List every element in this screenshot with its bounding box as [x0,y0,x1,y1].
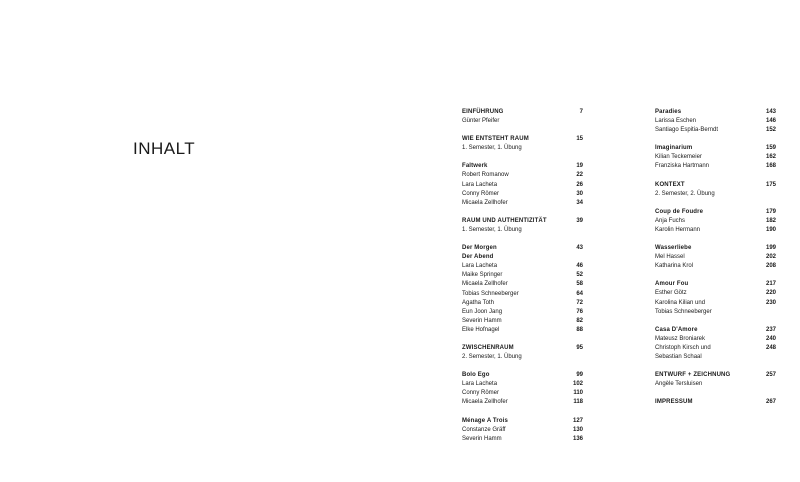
toc-entry-page: 230 [765,299,776,306]
toc-entry-row [462,426,583,435]
toc-entry-label: Conny Römer [462,390,500,397]
toc-heading-row [462,162,583,171]
toc-entry-label: Micaela Zellhofer [462,199,508,206]
toc-entry-row [655,262,776,271]
toc-heading-row [462,417,583,426]
toc-entry-row [462,380,583,389]
toc-heading-page: 199 [765,245,776,252]
toc-entry-page: 26 [576,181,583,188]
toc-entry-label: Anja Fuchs [655,217,686,224]
toc-heading-page: 237 [765,326,776,333]
toc-entry-page: 248 [765,344,776,351]
toc-entry-row [462,199,583,208]
toc-entry-page: 162 [765,154,776,161]
toc-entry-row [655,190,776,199]
toc-heading-label: Der Morgen [462,245,497,252]
page-title: INHALT [133,139,196,158]
toc-entry-row [655,335,776,344]
toc-entry-row [462,389,583,398]
toc-entry-row [462,253,583,262]
toc-section [462,162,583,207]
toc-section [462,344,583,362]
toc-heading-row [655,108,776,117]
toc-entry-page: 110 [573,390,583,397]
toc-entry-row [655,289,776,298]
toc-heading-row [462,108,583,117]
toc-heading-page: 143 [765,109,776,115]
toc-heading-label: Bolo Ego [462,372,490,379]
toc-entry-row [462,226,583,235]
toc-entry-row [462,299,583,308]
toc-entry-label: Kilian Teckemeier [655,154,702,161]
toc-heading-page: 127 [572,417,583,424]
toc-heading-row [655,208,776,217]
toc-section [655,326,776,362]
toc-entry-page: 58 [576,281,583,288]
toc-entry-label: Lara Lacheta [462,381,498,388]
toc-entry-page: 152 [765,127,776,134]
toc-entry-row [462,181,583,190]
toc-heading-page: 39 [576,217,583,224]
toc-entry-label: 1. Semester, 1. Übung [462,226,522,233]
toc-heading-row [462,244,583,253]
toc-entry-row [462,271,583,280]
toc-column-left [462,108,583,453]
toc-entry-row [462,171,583,180]
toc-section [655,208,776,235]
toc-entry-row [655,344,776,353]
toc-entry-label: Maike Springer [462,272,503,279]
toc-heading-row [655,280,776,289]
toc-section [655,181,776,199]
toc-heading-label: ENTWURF + ZEICHNUNG [655,372,731,379]
toc-entry-label: Robert Romanow [462,172,509,179]
toc-heading-page: 95 [576,344,583,351]
toc-entry-page: 34 [576,199,583,206]
toc-entry-label: Micaela Zellhofer [462,399,508,406]
toc-entry-label: Eun Joon Jang [462,308,503,315]
toc-entry-label: Mateusz Broniarek [655,335,706,342]
toc-heading-row [462,344,583,353]
toc-heading-label: Paradies [655,109,682,115]
toc-heading-row [655,244,776,253]
toc-entry-row [462,262,583,271]
toc-entry-label: Tobias Schneeberger [655,308,712,315]
toc-heading-row [462,217,583,226]
toc-entry-page: 220 [765,290,776,297]
toc-heading-label: Casa D'Amore [655,326,698,333]
toc-entry-page: 190 [765,226,776,233]
toc-section [462,371,583,407]
toc-heading-page: 175 [765,181,776,188]
toc-section [655,244,776,271]
toc-entry-page: 76 [576,308,583,315]
toc-entry-label: 2. Semester, 2. Übung [655,190,715,197]
toc-entry-page: 168 [765,163,776,170]
toc-entry-label: Mel Hassel [655,254,685,261]
toc-column-right [655,108,776,416]
toc-section [655,371,776,389]
toc-heading-label: WIE ENTSTEHT RAUM [462,136,529,143]
toc-entry-label: Lara Lacheta [462,181,498,188]
toc-heading-label: Wasserliebe [655,245,692,252]
toc-entry-row [462,117,583,126]
toc-section [462,108,583,126]
toc-heading-page: 15 [576,136,583,143]
toc-entry-page: 52 [576,272,583,279]
toc-section [462,244,583,335]
toc-heading-page: 19 [576,163,583,170]
toc-entry-page: 240 [765,335,776,342]
toc-entry-label: 1. Semester, 1. Übung [462,145,522,152]
toc-entry-row [462,190,583,199]
toc-heading-label: Imaginarium [655,145,693,152]
toc-section [462,217,583,235]
toc-heading-row [655,181,776,190]
toc-entry-label: Severin Hamm [462,317,502,324]
toc-entry-row [655,217,776,226]
toc-heading-label: KONTEXT [655,181,685,188]
toc-entry-label: Agatha Toth [462,299,494,306]
toc-section [655,108,776,135]
toc-entry-page: 46 [576,263,583,270]
toc-heading-row [462,371,583,380]
toc-entry-label: Karolin Hermann [655,226,701,233]
toc-entry-page: 182 [765,217,776,224]
toc-heading-page: 159 [765,145,776,152]
toc-entry-label: Der Abend [462,254,494,261]
toc-entry-page: 118 [573,399,583,406]
toc-entry-label: Micaela Zellhofer [462,281,508,288]
toc-heading-page: 43 [576,245,583,252]
toc-entry-row [655,226,776,235]
toc-heading-row [655,144,776,153]
toc-entry-page: 102 [572,381,583,388]
toc-entry-page: 146 [765,118,776,125]
toc-heading-label: Amour Fou [655,281,689,288]
toc-entry-page: 64 [576,290,583,297]
toc-entry-label: Katharina Krol [655,263,694,270]
toc-entry-label: Lara Lacheta [462,263,498,270]
toc-heading-label: Coup de Foudre [655,208,704,215]
toc-entry-row [655,153,776,162]
toc-entry-label: Günter Pfeifer [462,118,500,125]
toc-entry-label: Franziska Hartmann [655,163,710,170]
toc-entry-label: Esther Götz [655,290,687,297]
toc-entry-row [462,308,583,317]
toc-entry-row [655,353,776,362]
toc-entry-page: 88 [576,326,583,333]
toc-entry-row [462,317,583,326]
toc-entry-page: 130 [572,426,583,433]
toc-entry-label: Santiago Espitia-Berndt [655,127,719,134]
toc-heading-page: 7 [579,109,583,115]
toc-entry-label: Larissa Eschen [655,118,697,125]
toc-entry-label: Sebastian Schaal [655,353,702,360]
toc-entry-row [655,299,776,308]
toc-entry-row [655,308,776,317]
toc-entry-label: Christoph Kirsch und [655,344,711,351]
toc-entry-page: 72 [576,299,583,306]
toc-heading-label: Ménage A Trois [462,417,508,424]
toc-entry-row [462,144,583,153]
toc-heading-label: RAUM UND AUTHENTIZITÄT [462,217,547,224]
toc-section [462,135,583,153]
toc-entry-row [655,117,776,126]
toc-section [655,398,776,407]
toc-heading-page: 257 [765,372,776,379]
toc-entry-label: Angèle Tersluisen [655,381,703,388]
toc-entry-label: Tobias Schneeberger [462,290,519,297]
toc-section [655,144,776,171]
toc-entry-row [462,280,583,289]
toc-section [655,280,776,316]
toc-entry-row [655,162,776,171]
toc-entry-row [462,398,583,407]
toc-entry-row [655,380,776,389]
toc-entry-row [462,435,583,444]
toc-heading-label: ZWISCHENRAUM [462,344,514,351]
toc-entry-label: Conny Römer [462,190,500,197]
toc-entry-label: 2. Semester, 1. Übung [462,354,522,361]
toc-entry-page: 202 [765,254,776,261]
toc-heading-row [462,135,583,144]
toc-entry-row [655,126,776,135]
toc-entry-label: Severin Hamm [462,435,502,442]
toc-entry-page: 208 [765,263,776,270]
toc-heading-row [655,398,776,407]
toc-entry-page: 30 [576,190,583,197]
toc-entry-page: 136 [572,435,583,442]
toc-heading-row [655,371,776,380]
toc-heading-page: 179 [765,208,776,215]
toc-entry-page: 82 [576,317,583,324]
toc-section [462,417,583,444]
toc-heading-page: 217 [765,281,776,288]
toc-entry-row [462,290,583,299]
toc-heading-page: 99 [576,372,583,379]
toc-entry-row [462,326,583,335]
toc-entry-label: Elke Hofnagel [462,326,500,333]
toc-heading-row [655,326,776,335]
toc-heading-label: Faltwerk [462,163,488,170]
toc-heading-label: IMPRESSUM [655,399,693,406]
toc-entry-label: Constanze Gräff [462,426,506,433]
toc-entry-row [462,353,583,362]
toc-heading-label: EINFÜHRUNG [462,109,504,115]
toc-heading-page: 267 [765,399,776,406]
toc-entry-row [655,253,776,262]
toc-entry-label: Karolina Kilian und [655,299,706,306]
toc-entry-page: 22 [576,172,583,179]
